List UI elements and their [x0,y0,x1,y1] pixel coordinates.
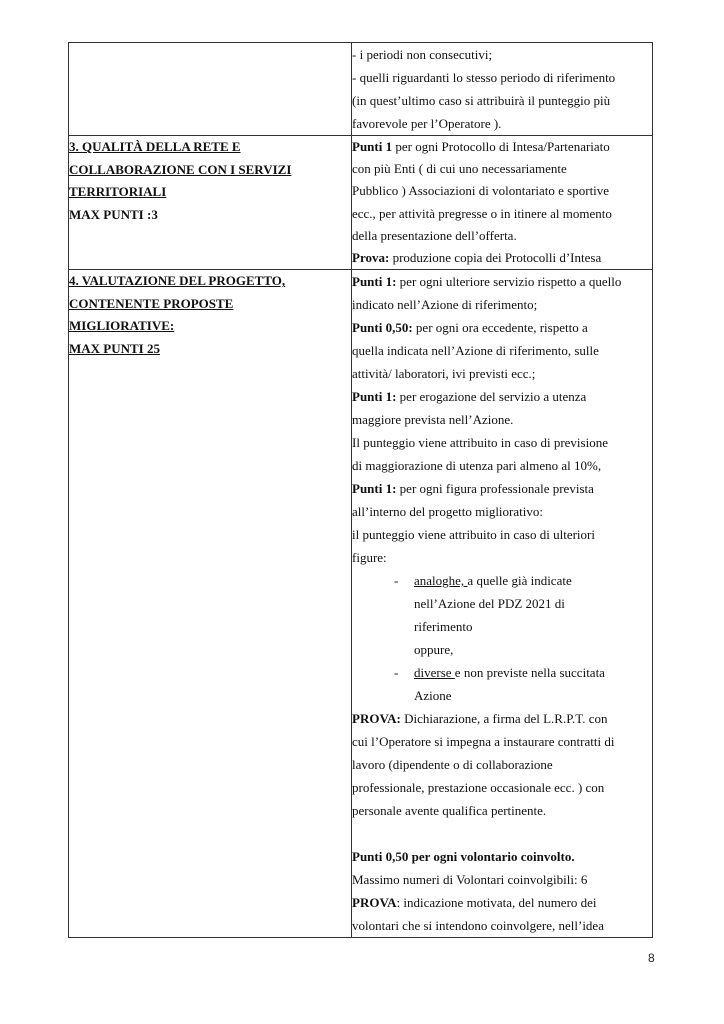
criterion-title: TERRITORIALI [69,184,167,200]
text-line [352,891,652,914]
points-label: Punti 0,50 per ogni volontario coinvolto. [352,849,575,865]
text-line: di maggiorazione di utenza pari almeno al 10%, [352,458,602,474]
bullet-dash: - [394,665,399,681]
text-line: maggiore prevista nell’Azione. [352,412,514,428]
text-line: professionale, prestazione occasionale ecc. ) con [352,780,605,796]
text-line: il punteggio viene attribuito in caso di ulteriori [352,527,595,543]
page-number: 8 [648,951,655,965]
underlined-term: diverse [414,665,455,681]
criterion-title: COLLABORAZIONE CON I SERVIZI [69,161,292,177]
text-line: volontari che si intendono coinvolgere, nell’idea [352,918,604,934]
criterion-cell [69,43,352,136]
proof-label: Prova: [352,250,390,266]
points-label: Punti 0,50: [352,320,413,336]
points-label: Punti 1: [352,389,397,405]
text-line: (in quest’ultimo caso si attribuirà il punteggio più [352,93,611,108]
text-span: per ogni ora eccedente, rispetto a [412,320,588,336]
criterion-cell [69,136,352,270]
text-line: attività/ laboratori, ivi previsti ecc.; [352,366,536,382]
text-line: con più Enti ( di cui uno necessariamente [352,161,567,177]
text-line: - quelli riguardanti lo stesso periodo di riferimento [352,70,616,85]
text-line: ecc., per attività pregresse o in itinere al momento [352,205,612,221]
text-line: personale avente qualifica pertinente. [352,803,547,819]
table-row [69,136,653,270]
text-span: e non previste nella succitata [454,665,605,681]
text-line: indicato nell’Azione di riferimento; [352,297,538,313]
criterion-title: 3. QUALITÀ DELLA RETE E [69,139,241,154]
text-line: Il punteggio viene attribuito in caso di previsione [352,435,608,451]
criterion-title: CONTENENTE PROPOSTE [69,295,234,311]
points-label: Punti 1: [352,481,397,497]
spacer [352,822,652,845]
bullet-dash: - [394,573,399,589]
text-line: Pubblico ) Associazioni di volontariato e sportive [352,183,610,199]
text-line: nell’Azione del PDZ 2021 di [414,596,565,612]
points-label: Punti 1 [352,139,393,154]
text-span: a quelle già indicate [467,573,572,589]
text-span: per erogazione del servizio a utenza [396,389,587,405]
text-line [352,247,652,269]
text-line: Azione [414,688,452,704]
text-line: oppure, [414,642,454,658]
description-cell [352,270,653,938]
bullet-item [352,569,652,592]
text-line: figure: [352,550,387,566]
description-cell [352,43,653,136]
table-row [69,43,653,136]
text-span: produzione copia dei Protocolli d’Intesa [389,250,602,266]
text-line [352,385,652,408]
text-line [352,136,652,158]
text-line: - i periodi non consecutivi; [352,47,493,62]
text-line: della presentazione dell’offerta. [352,227,517,243]
text-line [352,707,652,730]
text-line [352,477,652,500]
proof-label: PROVA [352,895,397,911]
text-line: favorevole per l’Operatore ). [352,116,502,131]
text-line: lavoro (dipendente o di collaborazione [352,757,553,773]
text-line [352,316,652,339]
text-line: cui l’Operatore si impegna a instaurare contratti di [352,734,615,750]
text-span: per ogni figura professionale prevista [396,481,594,497]
points-label: Punti 1: [352,274,397,290]
criteria-table [68,42,653,938]
criterion-title: MIGLIORATIVE: [69,318,175,334]
text-span: per ogni Protocollo di Intesa/Partenariato [392,139,610,154]
text-line [352,270,652,293]
max-points: MAX PUNTI 25 [69,341,160,356]
criterion-cell [69,270,352,938]
text-line: all’interno del progetto migliorativo: [352,504,543,520]
max-points: MAX PUNTI :3 [69,206,158,222]
text-span: per ogni ulteriore servizio rispetto a quello [396,274,622,290]
bullet-item [352,661,652,684]
table-row [69,270,653,938]
description-cell [352,136,653,270]
proof-label: PROVA: [352,711,401,727]
underlined-term: analoghe, [414,573,468,589]
text-span: : indicazione motivata, del numero dei [396,895,597,911]
text-line [352,845,652,868]
text-span: Dichiarazione, a firma del L.R.P.T. con [400,711,608,727]
text-line: quella indicata nell’Azione di riferimento, sulle [352,343,599,359]
criterion-title: 4. VALUTAZIONE DEL PROGETTO, [69,273,286,289]
text-line: riferimento [414,619,473,635]
text-line: Massimo numeri di Volontari coinvolgibili: 6 [352,872,588,888]
